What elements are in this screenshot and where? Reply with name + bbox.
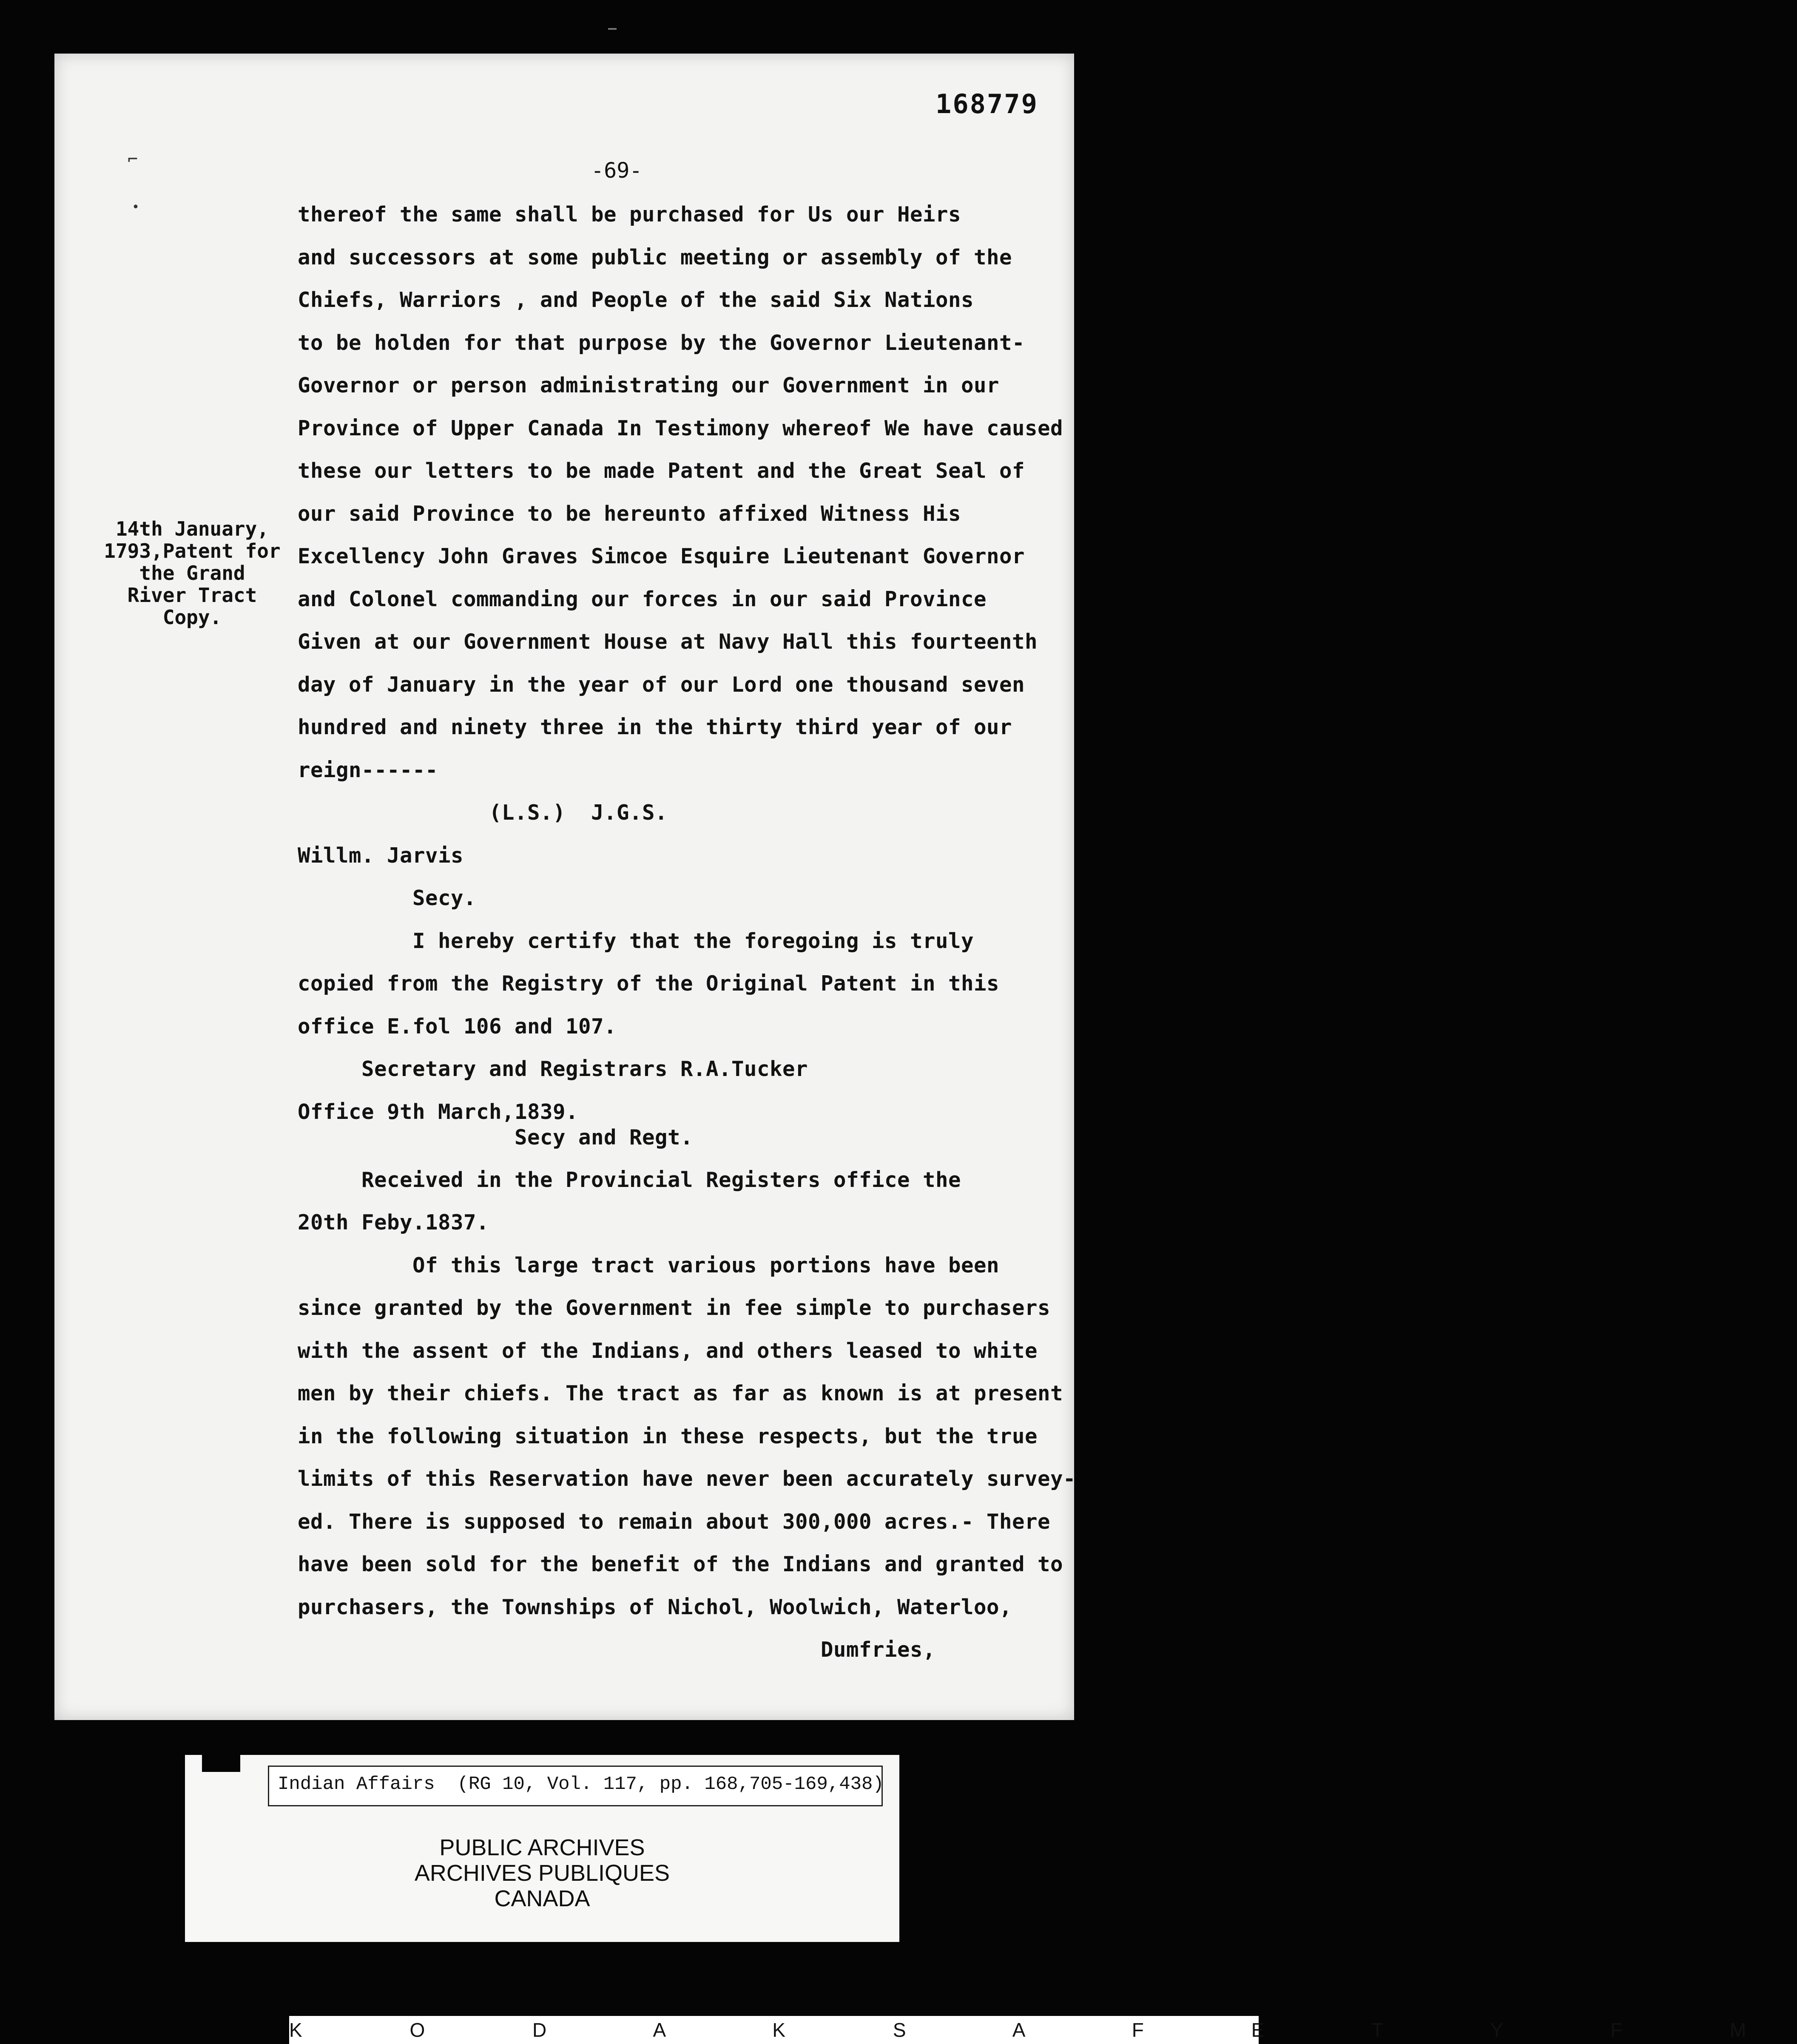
text-line: Dumfries,: [298, 1638, 936, 1662]
text-line: and Colonel commanding our forces in our said Province: [298, 587, 987, 611]
text-line: Office 9th March,1839.: [298, 1099, 579, 1124]
text-line: to be holden for that purpose by the Governor Lieutenant-: [298, 330, 1025, 355]
archive-reference-box: [268, 1766, 883, 1806]
text-line: Secy and Regt.: [298, 1125, 694, 1150]
text-line: thereof the same shall be purchased for Us our Heirs: [298, 202, 961, 227]
text-line: Willm. Jarvis: [298, 843, 464, 868]
document-body: [298, 193, 1089, 1672]
text-line: limits of this Reservation have never been accurately survey-: [298, 1467, 1076, 1491]
text-line: Secy.: [298, 886, 477, 910]
text-line: and successors at some public meeting or assembly of the: [298, 245, 1012, 270]
text-line: Of this large tract various portions have been: [298, 1253, 1000, 1278]
margin-note-line: River Tract: [127, 584, 257, 607]
text-line: have been sold for the benefit of the Indians and granted to: [298, 1552, 1063, 1576]
archive-stamp: [185, 1755, 899, 1942]
margin-note: [77, 518, 307, 628]
text-line: reign------: [298, 758, 438, 782]
text-line: in the following situation in these respects, but the true: [298, 1424, 1038, 1448]
archive-label-line: CANADA: [494, 1886, 590, 1911]
page-number: -69-: [591, 158, 643, 183]
text-line: 20th Feby.1837.: [298, 1210, 489, 1235]
text-line: men by their chiefs. The tract as far as known is at present: [298, 1381, 1063, 1405]
text-line: our said Province to be hereunto affixed Witness His: [298, 501, 961, 526]
text-line: with the assent of the Indians, and others leased to white: [298, 1338, 1038, 1363]
text-line: hundred and ninety three in the thirty third year of our: [298, 715, 1012, 739]
margin-note-line: 1793,Patent for: [104, 539, 281, 562]
text-line: Excellency John Graves Simcoe Esquire Lieutenant Governor: [298, 544, 1025, 568]
film-mark: [608, 28, 617, 30]
archive-label-line: ARCHIVES PUBLIQUES: [414, 1860, 670, 1886]
text-line: (L.S.) J.G.S.: [298, 801, 668, 825]
margin-note-line: Copy.: [162, 606, 222, 629]
margin-note-line: the Grand: [139, 562, 245, 585]
text-line: these our letters to be made Patent and the Great Seal of: [298, 459, 1025, 483]
text-line: ed. There is supposed to remain about 300,000 acres.- There: [298, 1509, 1051, 1534]
text-line: I hereby certify that the foregoing is truly: [298, 928, 974, 953]
text-line: Secretary and Registrars R.A.Tucker: [298, 1057, 808, 1081]
text-line: office E.fol 106 and 107.: [298, 1014, 617, 1039]
margin-note-line: 14th January,: [115, 517, 269, 540]
document-number: 168779: [935, 88, 1038, 119]
film-edge-print: K O D A K S A F E T Y F M: [289, 2016, 1259, 2044]
text-line: day of January in the year of our Lord one thousand seven: [298, 672, 1025, 697]
dot-mark-icon: •: [132, 200, 140, 215]
text-line: Governor or person administrating our Government in our: [298, 373, 1000, 397]
text-line: Chiefs, Warriors , and People of the said Six Nations: [298, 288, 974, 312]
pen-mark-icon: ⌐: [128, 150, 138, 169]
text-line: purchasers, the Townships of Nichol, Woolwich, Waterloo,: [298, 1595, 1012, 1619]
text-line: Given at our Government House at Navy Hall this fourteenth: [298, 630, 1038, 654]
text-line: Received in the Provincial Registers office the: [298, 1167, 961, 1192]
text-line: since granted by the Government in fee simple to purchasers: [298, 1296, 1051, 1320]
archive-label-line: PUBLIC ARCHIVES: [439, 1835, 645, 1860]
strip-notch: [202, 1755, 240, 1772]
text-line: copied from the Registry of the Original Patent in this: [298, 971, 1000, 996]
archive-reference: Indian Affairs (RG 10, Vol. 117, pp. 168,705-169,438): [278, 1774, 884, 1795]
text-line: Province of Upper Canada In Testimony whereof We have caused: [298, 416, 1063, 440]
